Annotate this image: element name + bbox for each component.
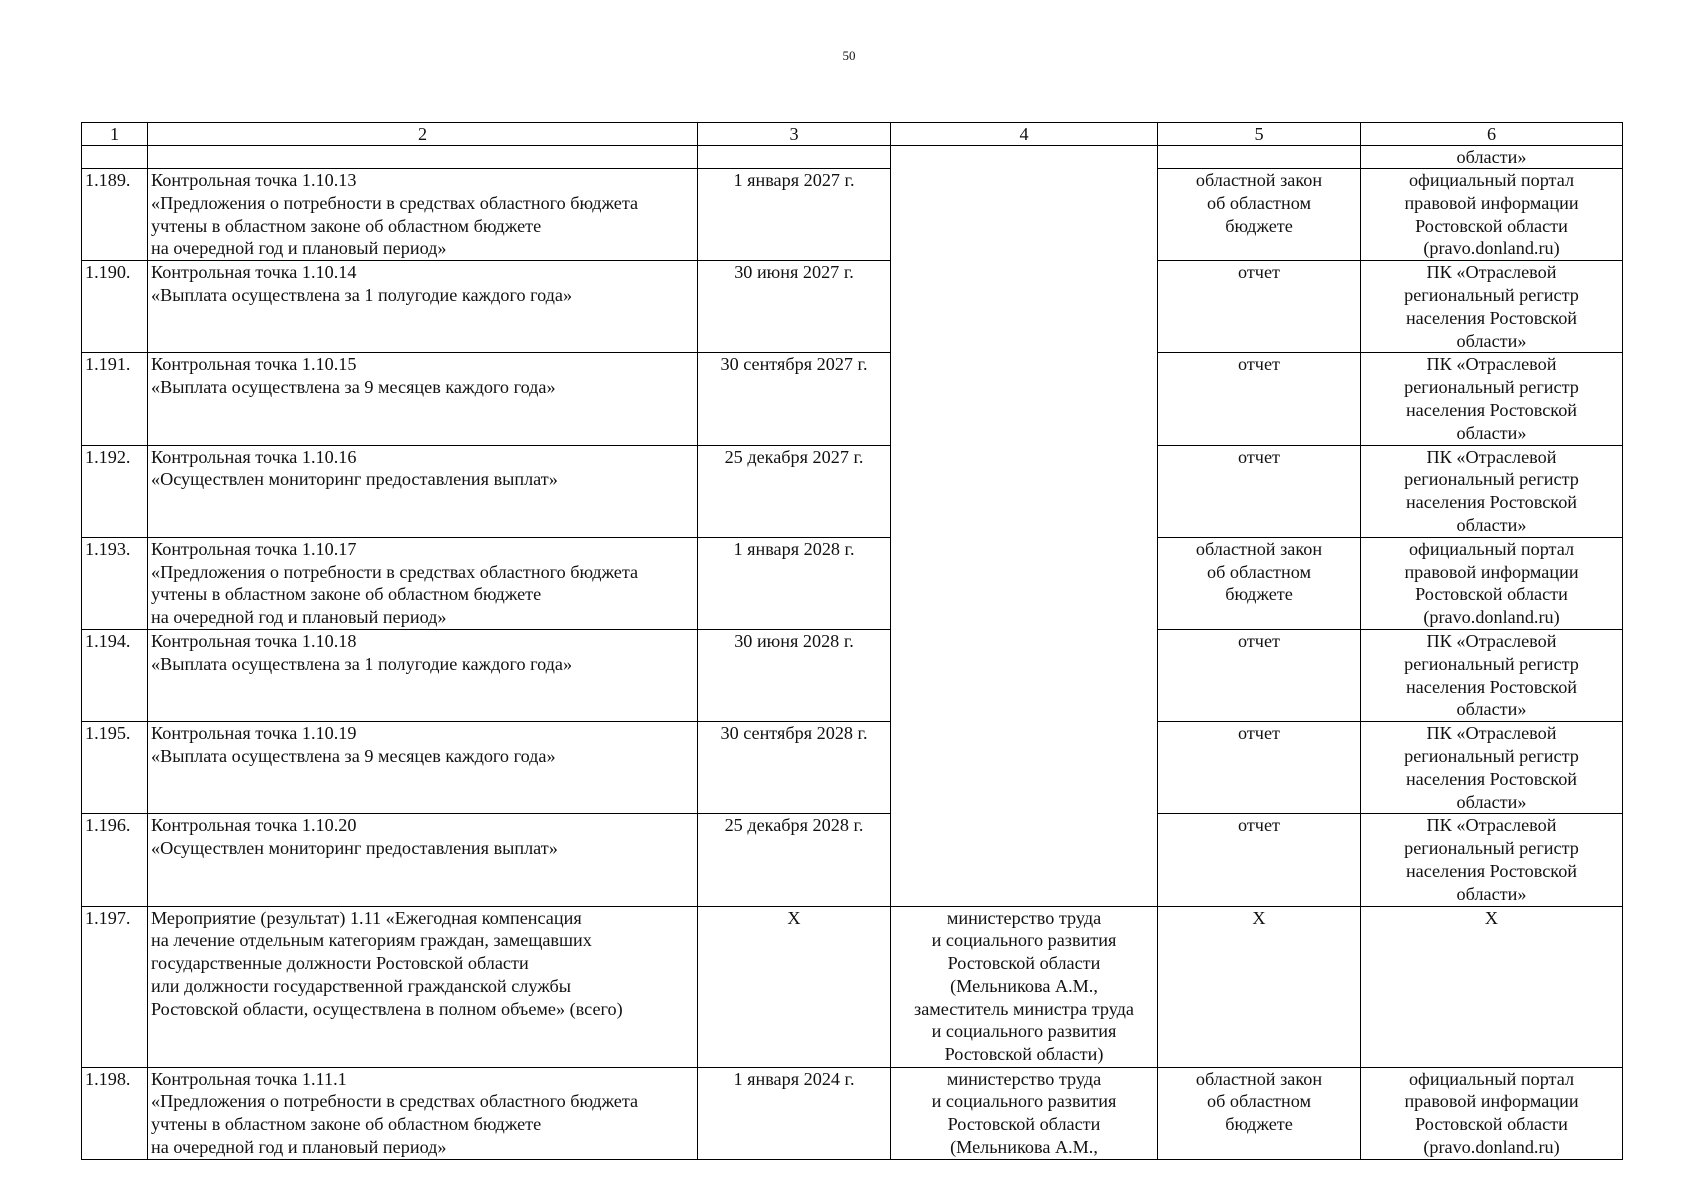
row-number: 1.189. (82, 169, 148, 261)
row-number: 1.193. (82, 537, 148, 629)
row-document: отчет (1158, 445, 1361, 537)
row-document: отчет (1158, 722, 1361, 814)
row-document: X (1158, 906, 1361, 1067)
header-cell: 6 (1361, 123, 1623, 146)
table-row (82, 722, 1623, 814)
row-system: официальный портал правовой информации Ростовской области (pravo.donland.ru) (1361, 1067, 1623, 1159)
row-system: ПК «Отраслевой региональный регистр населения Ростовской области» (1361, 353, 1623, 445)
table-row (82, 1067, 1623, 1159)
table-row (82, 629, 1623, 721)
row-system: ПК «Отраслевой региональный регистр населения Ростовской области» (1361, 261, 1623, 353)
row-number: 1.190. (82, 261, 148, 353)
header-cell: 2 (148, 123, 698, 146)
continuation-text: области» (1361, 146, 1623, 169)
row-document: отчет (1158, 814, 1361, 906)
row-description: Контрольная точка 1.10.16 «Осуществлен мониторинг предоставления выплат» (148, 445, 698, 537)
row-description: Контрольная точка 1.10.15 «Выплата осуществлена за 9 месяцев каждого года» (148, 353, 698, 445)
row-date: 1 января 2027 г. (698, 169, 891, 261)
row-number: 1.192. (82, 445, 148, 537)
table-row (82, 353, 1623, 445)
row-description: Контрольная точка 1.10.14 «Выплата осуществлена за 1 полугодие каждого года» (148, 261, 698, 353)
row-number: 1.194. (82, 629, 148, 721)
row-date: 1 января 2024 г. (698, 1067, 891, 1159)
table-row (82, 261, 1623, 353)
table-row (82, 537, 1623, 629)
continuation-row (82, 146, 1623, 169)
row-responsible: министерство труда и социального развития Ростовской области (Мельникова А.М., (891, 1067, 1158, 1159)
row-number: 1.198. (82, 1067, 148, 1159)
row-document: отчет (1158, 629, 1361, 721)
row-system: ПК «Отраслевой региональный регистр населения Ростовской области» (1361, 814, 1623, 906)
table-row (82, 814, 1623, 906)
row-document: отчет (1158, 261, 1361, 353)
row-date: 1 января 2028 г. (698, 537, 891, 629)
row-description: Контрольная точка 1.10.18 «Выплата осуществлена за 1 полугодие каждого года» (148, 629, 698, 721)
row-date: 25 декабря 2027 г. (698, 445, 891, 537)
row-date: 30 июня 2027 г. (698, 261, 891, 353)
table-row (82, 906, 1623, 1067)
row-number: 1.191. (82, 353, 148, 445)
row-date: 30 июня 2028 г. (698, 629, 891, 721)
header-row (82, 123, 1623, 146)
row-description: Контрольная точка 1.10.17 «Предложения о потребности в средствах областного бюджета учтены в областном законе об областном бюджете на очередной год и плановый период» (148, 537, 698, 629)
row-date: 30 сентября 2027 г. (698, 353, 891, 445)
row-document: отчет (1158, 353, 1361, 445)
merged-responsible-cell (891, 146, 1158, 907)
header-cell: 3 (698, 123, 891, 146)
row-system: ПК «Отраслевой региональный регистр населения Ростовской области» (1361, 722, 1623, 814)
table-row (82, 169, 1623, 261)
page-number: 50 (842, 48, 856, 63)
header-cell: 1 (82, 123, 148, 146)
row-document: областной закон об областном бюджете (1158, 1067, 1361, 1159)
row-responsible: министерство труда и социального развития Ростовской области (Мельникова А.М., заместитель министра труда и социального развития Ростовской области) (891, 906, 1158, 1067)
row-number: 1.197. (82, 906, 148, 1067)
row-system: официальный портал правовой информации Ростовской области (pravo.donland.ru) (1361, 169, 1623, 261)
row-description: Контрольная точка 1.11.1 «Предложения о потребности в средствах областного бюджета учтены в областном законе об областном бюджете на очередной год и плановый период» (148, 1067, 698, 1159)
row-number: 1.196. (82, 814, 148, 906)
row-system: ПК «Отраслевой региональный регистр населения Ростовской области» (1361, 445, 1623, 537)
row-description: Контрольная точка 1.10.20 «Осуществлен мониторинг предоставления выплат» (148, 814, 698, 906)
row-number: 1.195. (82, 722, 148, 814)
header-cell: 5 (1158, 123, 1361, 146)
row-document: областной закон об областном бюджете (1158, 169, 1361, 261)
row-description: Контрольная точка 1.10.19 «Выплата осуществлена за 9 месяцев каждого года» (148, 722, 698, 814)
row-system: ПК «Отраслевой региональный регистр населения Ростовской области» (1361, 629, 1623, 721)
row-description: Контрольная точка 1.10.13 «Предложения о потребности в средствах областного бюджета учтены в областном законе об областном бюджете на очередной год и плановый период» (148, 169, 698, 261)
row-date: 30 сентября 2028 г. (698, 722, 891, 814)
row-description: Мероприятие (результат) 1.11 «Ежегодная компенсация на лечение отдельным категориям граждан, замещавших государственные должности Ростовской области или должности государственной гражданской службы Ростовской области, осуществлена в полном объеме» (всего) (148, 906, 698, 1067)
table-row (82, 445, 1623, 537)
row-system: X (1361, 906, 1623, 1067)
row-system: официальный портал правовой информации Ростовской области (pravo.donland.ru) (1361, 537, 1623, 629)
header-cell: 4 (891, 123, 1158, 146)
control-points-table (81, 122, 1623, 1160)
row-date: 25 декабря 2028 г. (698, 814, 891, 906)
row-date: X (698, 906, 891, 1067)
row-document: областной закон об областном бюджете (1158, 537, 1361, 629)
